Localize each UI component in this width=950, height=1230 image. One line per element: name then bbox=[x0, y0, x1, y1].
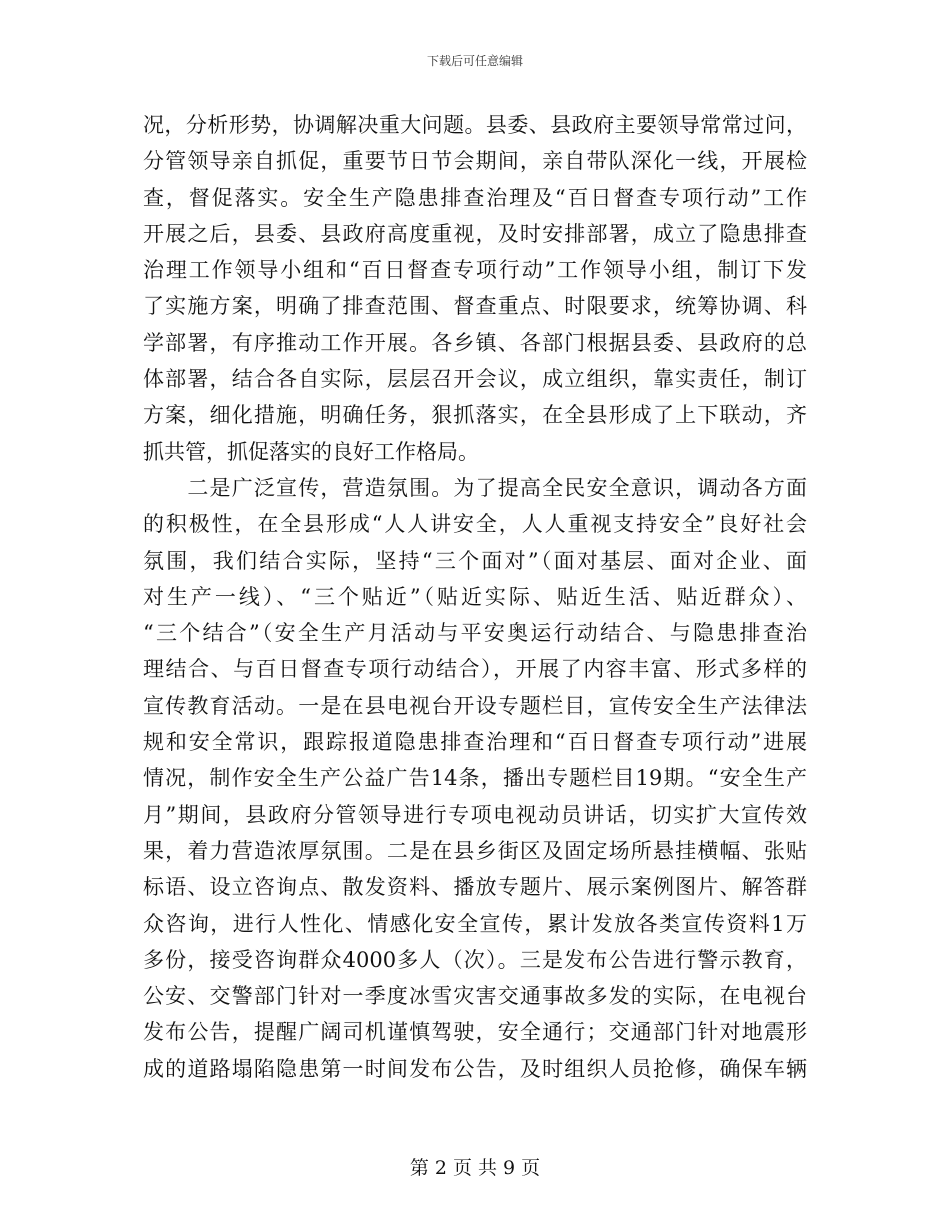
body-line: 治理工作领导小组和“百日督查专项行动”工作领导小组，制订下发 bbox=[143, 258, 807, 283]
body-line: 的积极性，在全县形成“人人讲安全，人人重视支持安全”良好社会 bbox=[143, 512, 807, 537]
body-line: 情况，制作安全生产公益广告14条，播出专题栏目19期。“安全生产 bbox=[143, 766, 807, 791]
body-line: 标语、设立咨询点、散发资料、播放专题片、展示案例图片、解答群 bbox=[143, 875, 807, 900]
body-line: “三个结合”（安全生产月活动与平安奥运行动结合、与隐患排查治 bbox=[143, 621, 807, 646]
body-line: 理结合、与百日督查专项行动结合），开展了内容丰富、形式多样的 bbox=[143, 657, 807, 682]
body-line: 宣传教育活动。一是在县电视台开设专题栏目，宣传安全生产法律法 bbox=[143, 693, 807, 718]
body-text bbox=[143, 107, 807, 1087]
header-note: 下载后可任意编辑 bbox=[426, 54, 523, 68]
body-line: 成的道路塌陷隐患第一时间发布公告，及时组织人员抢修，确保车辆 bbox=[143, 1056, 807, 1081]
body-line: 月”期间，县政府分管领导进行专项电视动员讲话，切实扩大宣传效 bbox=[143, 802, 807, 827]
body-line: 况，分析形势，协调解决重大问题。县委、县政府主要领导常常过问， bbox=[143, 113, 807, 137]
body-line: 学部署，有序推动工作开展。各乡镇、各部门根据县委、县政府的总 bbox=[143, 330, 807, 355]
body-line: 发布公告，提醒广阔司机谨慎驾驶，安全通行；交通部门针对地震形 bbox=[143, 1020, 807, 1045]
body-line: 多份，接受咨询群众4000多人（次）。三是发布公告进行警示教育， bbox=[143, 947, 807, 972]
body-line: 众咨询，进行人性化、情感化安全宣传，累计发放各类宣传资料1万 bbox=[143, 911, 807, 936]
body-line: 公安、交警部门针对一季度冰雪灾害交通事故多发的实际，在电视台 bbox=[143, 984, 807, 1009]
body-line: 开展之后，县委、县政府高度重视，及时安排部署，成立了隐患排查 bbox=[143, 221, 807, 246]
body-line: 二是广泛宣传，营造氛围。为了提高全民安全意识，调动各方面 bbox=[143, 475, 807, 500]
body-line: 规和安全常识，跟踪报道隐患排查治理和“百日督查专项行动”进展 bbox=[143, 730, 807, 755]
body-line: 对生产一线）、“三个贴近”（贴近实际、贴近生活、贴近群众）、 bbox=[143, 584, 807, 609]
body-line: 氛围，我们结合实际，坚持“三个面对”（面对基层、面对企业、面 bbox=[143, 548, 807, 573]
body-line: 果，着力营造浓厚氛围。二是在县乡街区及固定场所悬挂横幅、张贴 bbox=[143, 838, 807, 863]
body-line: 体部署，结合各自实际，层层召开会议，成立组织，靠实责任，制订 bbox=[143, 367, 807, 392]
body-line: 查，督促落实。安全生产隐患排查治理及“百日督查专项行动”工作 bbox=[143, 185, 807, 210]
body-line: 分管领导亲自抓促，重要节日节会期间，亲自带队深化一线，开展检 bbox=[143, 149, 807, 174]
body-line: 抓共管，抓促落实的良好工作格局。 bbox=[143, 439, 479, 464]
body-line: 了实施方案，明确了排查范围、督查重点、时限要求，统筹协调、科 bbox=[143, 294, 807, 319]
body-line: 方案，细化措施，明确任务，狠抓落实，在全县形成了上下联动，齐 bbox=[143, 403, 807, 428]
page-footer: 第 2 页 共 9 页 bbox=[409, 1157, 541, 1179]
